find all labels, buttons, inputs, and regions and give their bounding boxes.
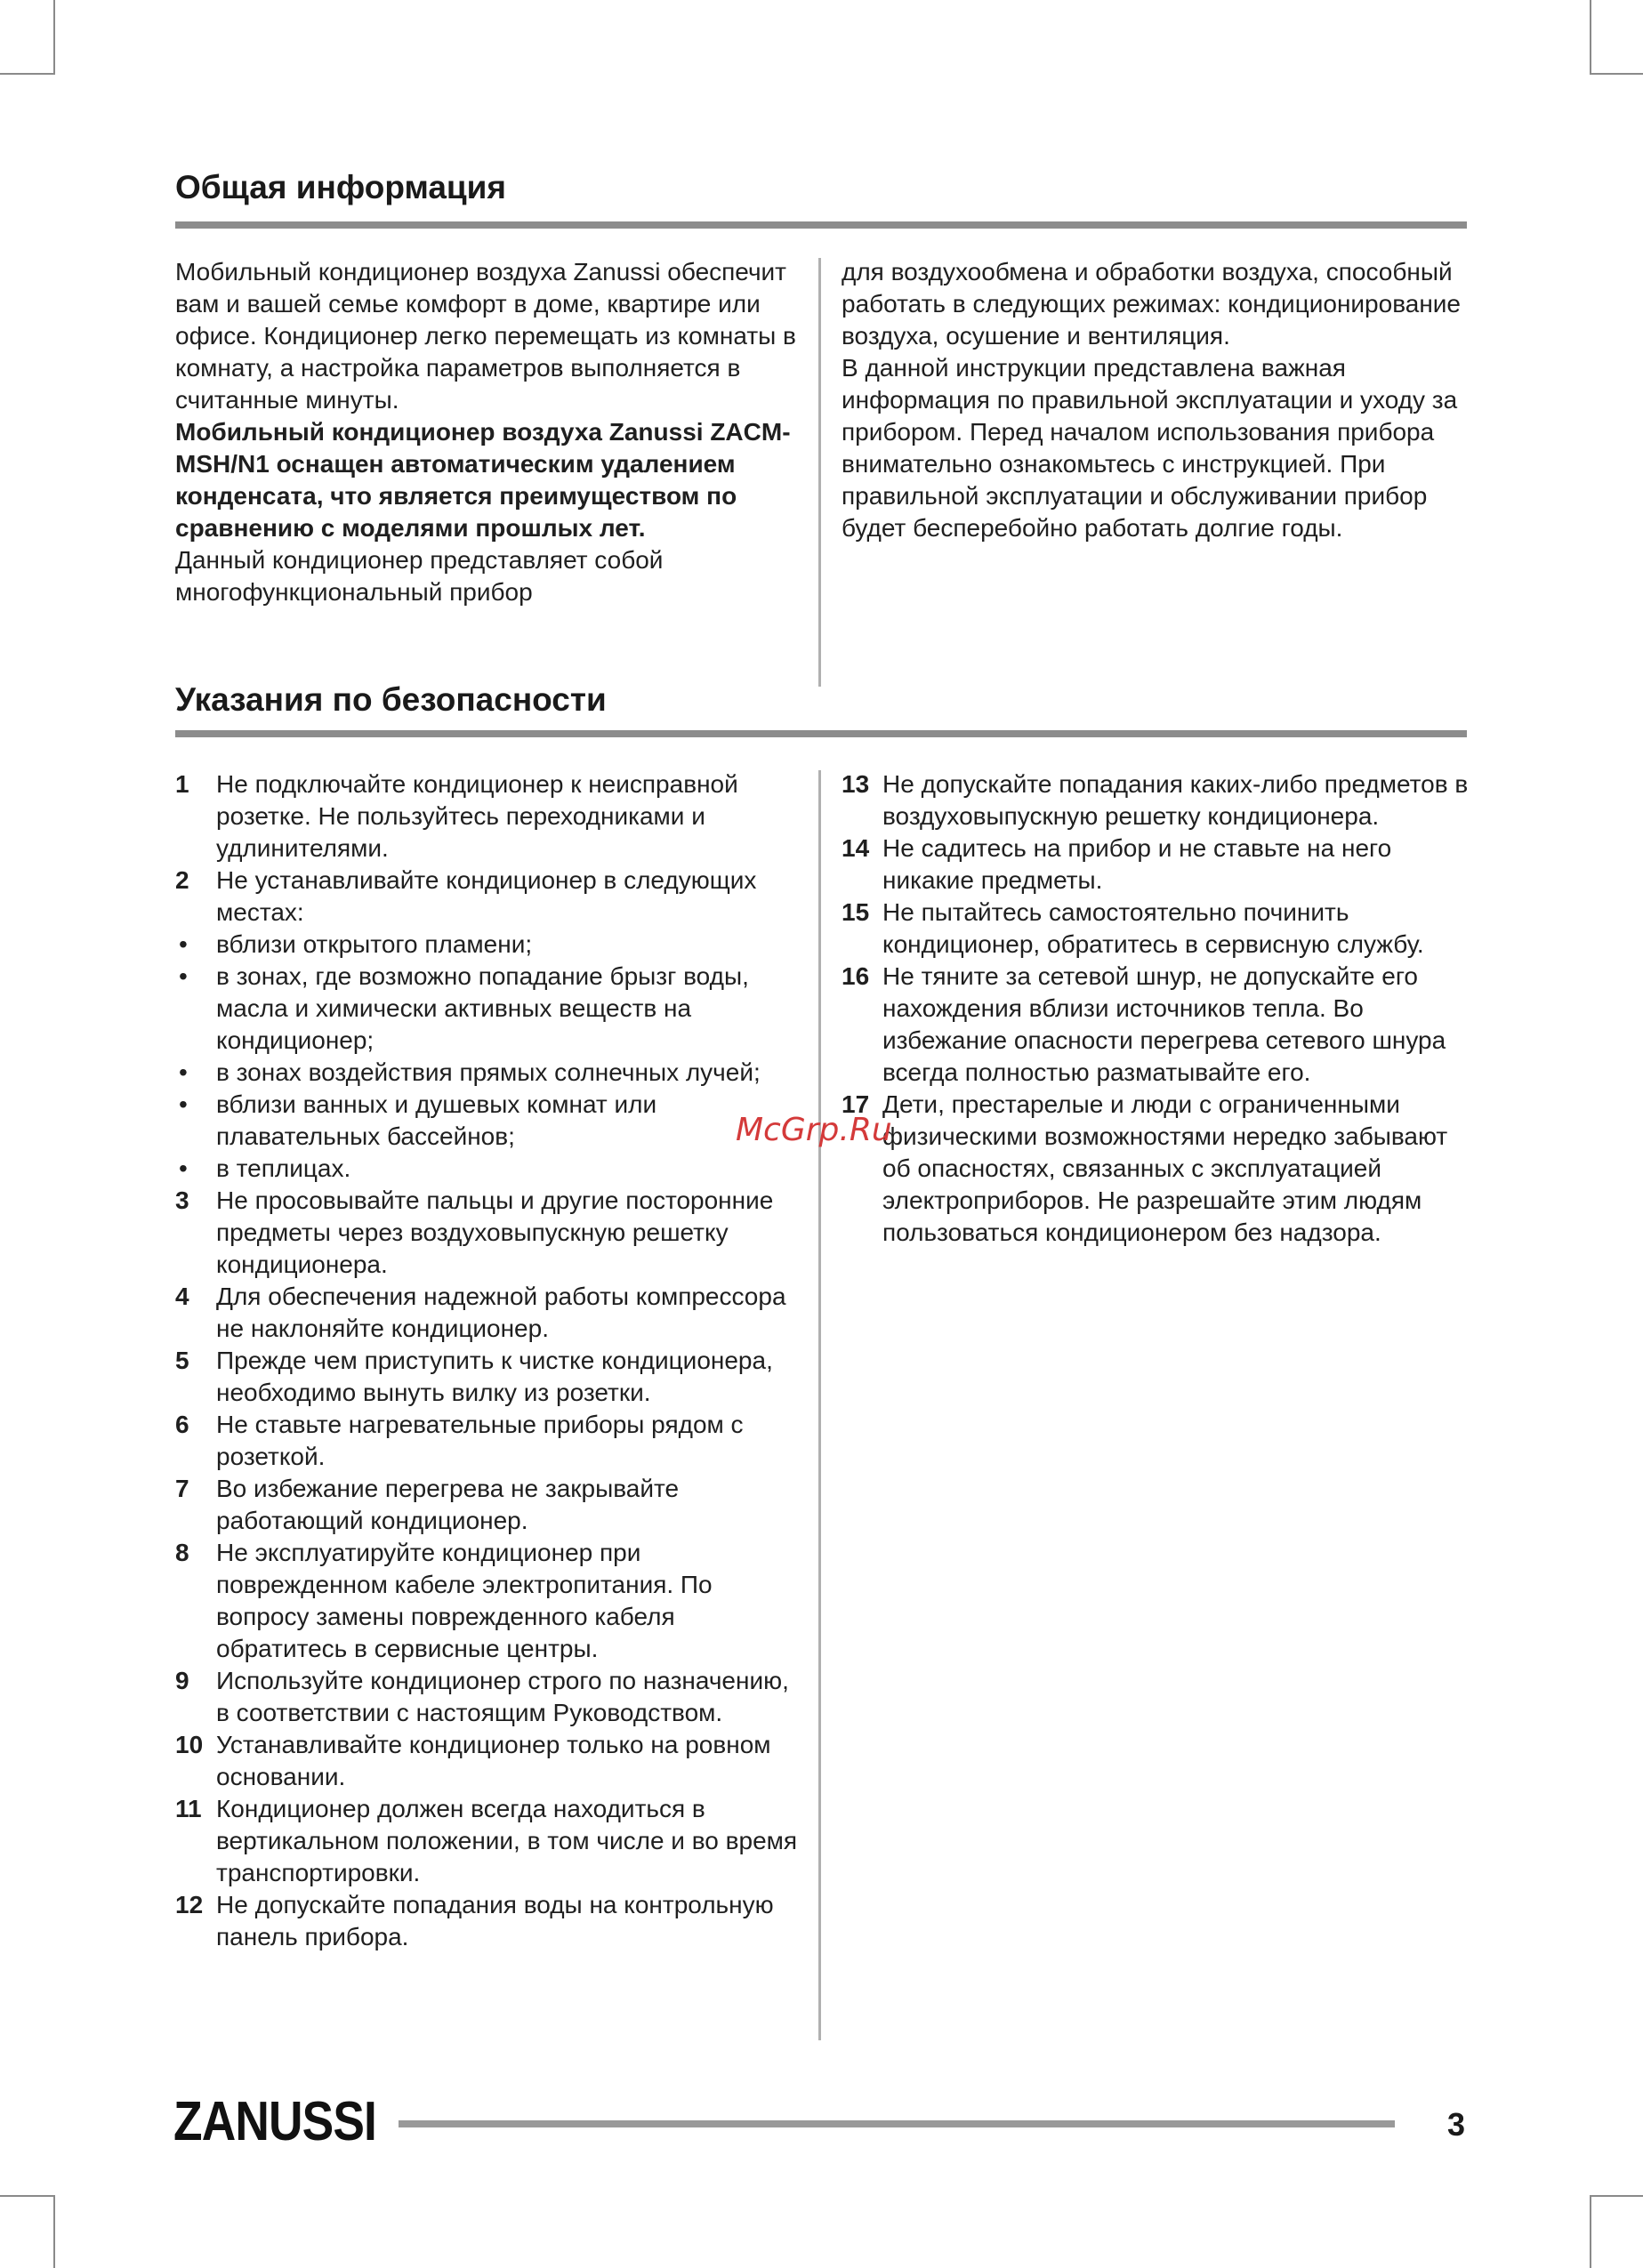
- safety-item: [175, 1185, 802, 1281]
- crop-mark: [53, 2195, 55, 2268]
- item-text: Не эксплуатируйте кондиционер при поврежденном кабеле электропитания. По вопросу замены поврежденного кабеля обратитесь в сервисные центры.: [216, 1539, 713, 1662]
- crop-mark: [1590, 2195, 1643, 2197]
- crop-mark: [0, 73, 55, 75]
- bullet-item: [175, 1153, 802, 1185]
- item-text: Не ставьте нагревательные приборы рядом с розеткой.: [216, 1411, 744, 1470]
- column-divider: [818, 258, 821, 687]
- item-text: Для обеспечения надежной работы компрессора не наклоняйте кондиционер.: [216, 1283, 786, 1342]
- general-info-right-column: [842, 256, 1469, 544]
- item-number: 11: [175, 1795, 202, 1822]
- item-text: в теплицах.: [216, 1154, 351, 1182]
- crop-mark: [53, 0, 55, 73]
- safety-item: [175, 1729, 802, 1793]
- item-text: Не допускайте попадания воды на контрольную панель прибора.: [216, 1891, 774, 1950]
- item-number: 3: [175, 1186, 189, 1214]
- bullet-item: [175, 961, 802, 1057]
- item-text: вблизи ванных и душевых комнат или плавательных бассейнов;: [216, 1090, 657, 1150]
- item-number: 7: [175, 1475, 189, 1502]
- safety-left-column: [175, 768, 802, 1953]
- safety-item: [175, 1409, 802, 1473]
- item-number: 17: [842, 1090, 870, 1118]
- brand-logo: ZANUSSI: [173, 2091, 377, 2152]
- column-divider: [818, 770, 821, 2040]
- item-text: в зонах воздействия прямых солнечных лучей;: [216, 1058, 761, 1086]
- item-text: вблизи открытого пламени;: [216, 930, 533, 958]
- item-number: 6: [175, 1411, 189, 1438]
- safety-item: [842, 1089, 1469, 1249]
- safety-list-right: [842, 768, 1469, 1249]
- safety-item: [175, 1793, 802, 1889]
- safety-right-column: [842, 768, 1469, 1249]
- item-number: 13: [842, 770, 870, 798]
- item-text: Не пытайтесь самостоятельно починить кондиционер, обратитесь в сервисную службу.: [882, 898, 1424, 958]
- safety-item: [842, 897, 1469, 961]
- bullet-item: [175, 1089, 802, 1153]
- item-text: Используйте кондиционер строго по назначению, в соответствии с настоящим Руководством.: [216, 1667, 789, 1726]
- safety-item: [842, 832, 1469, 897]
- item-number: 2: [175, 866, 189, 894]
- item-number: 9: [175, 1667, 189, 1694]
- safety-item: [842, 961, 1469, 1089]
- item-text: Устанавливайте кондиционер только на ровном основании.: [216, 1731, 771, 1790]
- item-text: Дети, престарелые и люди с ограниченными физическими возможностями нередко забывают об опасностях, связанных с эксплуатацией электроприборов. Не разрешайте этим людям пользоваться кондиционером без надзора.: [882, 1090, 1448, 1246]
- safety-item: [175, 865, 802, 929]
- safety-item: [175, 1889, 802, 1953]
- item-text: Кондиционер должен всегда находиться в вертикальном положении, в том числе и во время транспортировки.: [216, 1795, 798, 1886]
- item-number: 4: [175, 1283, 189, 1310]
- crop-mark: [1590, 2195, 1591, 2268]
- item-number: 10: [175, 1731, 204, 1758]
- safety-item: [175, 1281, 802, 1345]
- item-text: Во избежание перегрева не закрывайте работающий кондиционер.: [216, 1475, 680, 1534]
- safety-item: [175, 1665, 802, 1729]
- item-number: 5: [175, 1347, 189, 1374]
- section-title-safety: Указания по безопасности: [175, 681, 607, 718]
- crop-mark: [1590, 73, 1643, 75]
- general-info-left-column: [175, 256, 802, 608]
- item-text: Не устанавливайте кондиционер в следующих местах:: [216, 866, 757, 926]
- item-number: 12: [175, 1891, 204, 1918]
- item-text: Прежде чем приступить к чистке кондиционера, необходимо вынуть вилку из розетки.: [216, 1347, 773, 1406]
- crop-mark: [1590, 0, 1591, 73]
- item-text: Не садитесь на прибор и не ставьте на него никакие предметы.: [882, 834, 1392, 894]
- bullet-mark: •: [179, 962, 188, 990]
- item-text: Не тяните за сетевой шнур, не допускайте его нахождения вблизи источников тепла. Во избежание опасности перегрева сетевого шнура всегда полностью разматывайте его.: [882, 962, 1446, 1086]
- item-text: Не допускайте попадания каких-либо предметов в воздуховыпускную решетку кондиционера.: [882, 770, 1469, 830]
- bullet-mark: •: [179, 1058, 188, 1086]
- safety-item: [175, 768, 802, 865]
- footer-bar: [399, 2120, 1395, 2127]
- page-number: 3: [1447, 2106, 1466, 2143]
- crop-mark: [0, 2195, 55, 2197]
- watermark: McGrp.Ru: [736, 1112, 892, 1148]
- bullet-mark: •: [179, 930, 188, 958]
- item-number: 8: [175, 1539, 189, 1566]
- safety-item: [175, 1537, 802, 1665]
- item-text: Не просовывайте пальцы и другие посторонние предметы через воздуховыпускную решетку кондиционера.: [216, 1186, 774, 1278]
- paragraph: В данной инструкции представлена важная информация по правильной эксплуатации и уходу за прибором. Перед началом использования прибора внимательно ознакомьтесь с инструкцией. При правильной эксплуатации и обслуживании прибор будет бесперебойно работать долгие годы.: [842, 354, 1458, 542]
- item-text: Не подключайте кондиционер к неисправной розетке. Не пользуйтесь переходниками и удлинителями.: [216, 770, 738, 862]
- safety-item: [175, 1345, 802, 1409]
- section-title-general-info: Общая информация: [175, 169, 506, 205]
- bullet-mark: •: [179, 1154, 188, 1182]
- section-divider: [175, 730, 1467, 737]
- bullet-item: [175, 1057, 802, 1089]
- bullet-item: [175, 929, 802, 961]
- item-number: 16: [842, 962, 870, 990]
- section-divider: [175, 221, 1467, 229]
- safety-item: [175, 1473, 802, 1537]
- safety-list-left: [175, 768, 802, 1953]
- item-number: 1: [175, 770, 189, 798]
- safety-item: [842, 768, 1469, 832]
- item-number: 14: [842, 834, 870, 862]
- item-number: 15: [842, 898, 870, 926]
- paragraph: для воздухообмена и обработки воздуха, способный работать в следующих режимах: кондиционирование воздуха, осушение и вентиляция.: [842, 258, 1462, 350]
- paragraph: Данный кондиционер представляет собой многофункциональный прибор: [175, 546, 664, 606]
- bullet-mark: •: [179, 1090, 188, 1118]
- paragraph: Мобильный кондиционер воздуха Zanussi ZACM-MSH/N1 оснащен автоматическим удалением конденсата, что является преимуществом по сравнению с моделями прошлых лет.: [175, 418, 791, 542]
- paragraph: Мобильный кондиционер воздуха Zanussi обеспечит вам и вашей семье комфорт в доме, квартире или офисе. Кондиционер легко перемещать из комнаты в комнату, а настройка параметров выполняется в считанные минуты.: [175, 258, 796, 414]
- item-text: в зонах, где возможно попадание брызг воды, масла и химически активных веществ на кондиционер;: [216, 962, 749, 1054]
